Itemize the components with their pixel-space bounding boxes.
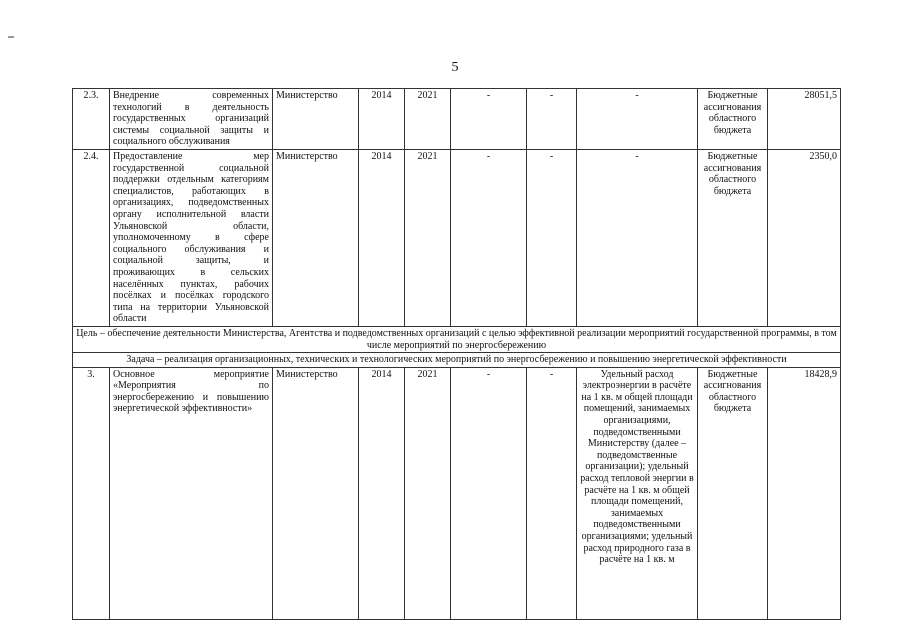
scan-mark <box>8 36 14 38</box>
dash-cell: - <box>577 150 698 327</box>
end-year: 2021 <box>405 89 451 150</box>
dash-cell: - <box>527 150 577 327</box>
table-row <box>73 89 841 150</box>
measure-name: Основное мероприятие «Мероприятия по энергосбережению и повышению энергетической эффективности» <box>110 367 273 619</box>
dash-cell: - <box>451 150 527 327</box>
task-row <box>73 353 841 368</box>
end-year: 2021 <box>405 150 451 327</box>
funding-amount: 18428,9 <box>768 367 841 619</box>
page-number: 5 <box>451 60 459 75</box>
funding-amount: 28051,5 <box>768 89 841 150</box>
row-number: 2.4. <box>73 150 110 327</box>
executor: Министерство <box>273 150 359 327</box>
measure-name: Внедрение современных технологий в деятельность государственных организаций системы социальной защиты и социального обслуживания <box>110 89 273 150</box>
start-year: 2014 <box>359 89 405 150</box>
dash-cell: - <box>577 89 698 150</box>
program-table <box>72 88 841 620</box>
row-number: 3. <box>73 367 110 619</box>
dash-cell: - <box>451 367 527 619</box>
indicator-text: Удельный расход электроэнергии в расчёте на 1 кв. м общей площади помещений, занимаемых организациями, подведомственными Министерству (далее – подведомственные организации); удельный расход тепловой энергии в расчёте на 1 кв. м общей площади помещений, занимаемых подведомственными организациями; удельный расход природного газа в расчёте на 1 кв. м <box>577 367 698 619</box>
table-row <box>73 367 841 619</box>
task-text: Задача – реализация организационных, технических и технологических мероприятий по энергосбережению и повышению энергетической эффективности <box>73 353 841 368</box>
dash-cell: - <box>527 367 577 619</box>
dash-cell: - <box>527 89 577 150</box>
goal-text: Цель – обеспечение деятельности Министерства, Агентства и подведомственных организаций с целью эффективной реализации мероприятий государственной программы, в том числе мероприятий по энергосбережению <box>73 326 841 352</box>
goal-row <box>73 326 841 352</box>
executor: Министерство <box>273 89 359 150</box>
start-year: 2014 <box>359 150 405 327</box>
funding-source: Бюджетные ассигнования областного бюджета <box>698 150 768 327</box>
executor: Министерство <box>273 367 359 619</box>
dash-cell: - <box>451 89 527 150</box>
start-year: 2014 <box>359 367 405 619</box>
funding-amount: 2350,0 <box>768 150 841 327</box>
funding-source: Бюджетные ассигнования областного бюджета <box>698 89 768 150</box>
funding-source: Бюджетные ассигнования областного бюджета <box>698 367 768 619</box>
table-row <box>73 150 841 327</box>
end-year: 2021 <box>405 367 451 619</box>
row-number: 2.3. <box>73 89 110 150</box>
measure-name: Предоставление мер государственной социальной поддержки отдельным категориям специалистов, работающих в организациях, подведомственных органу исполнительной власти Ульяновской области, уполномоченному в сфере социального обслуживания и социальной защиты, и проживающих в сельских населённых пунктах, рабочих посёлках и посёлках городского типа на территории Ульяновской области <box>110 150 273 327</box>
